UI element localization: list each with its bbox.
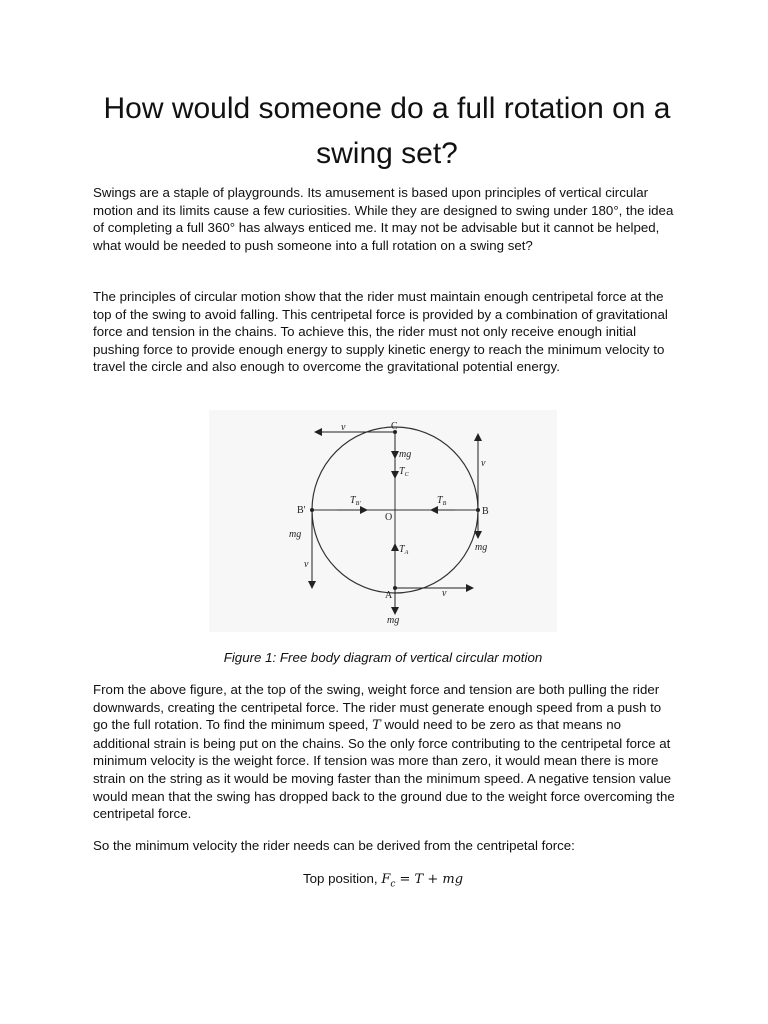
free-body-diagram [209, 410, 557, 632]
label-mg-left: mg [289, 529, 302, 540]
label-v-bottom: v [442, 588, 447, 599]
label-c: C [391, 421, 398, 432]
equation-lhs: $F_c$ [381, 872, 396, 890]
paragraph-analysis-part1: From the above figure, at the top of the swing, weight force and tension are both pulling the rider downwards, creating the centripetal force. The rider must generate enough speed from a push to go the full rotation. To find the minimum speed, [93, 682, 662, 733]
label-mg-top: mg [399, 449, 412, 460]
paragraph-principles: The principles of circular motion show that the rider must maintain enough centripetal force at the top of the swing to avoid falling. This centripetal force is provided by a combination of gravitational force and tension in the chains. To achieve this, the rider must not only receive enough initial pushing force to provide enough energy to supply kinetic energy to reach the minimum velocity to travel the circle and also enough to overcome the gravitational potential energy. [93, 289, 668, 375]
label-mg-right: mg [475, 542, 488, 553]
equation-prefix: Top position, [302, 871, 382, 886]
equation-rhs: = T + mg [395, 872, 464, 887]
label-b-left: B' [297, 505, 306, 516]
tension-variable: T [372, 718, 381, 734]
equation-top-position [93, 871, 673, 890]
paragraph-derivation: So the minimum velocity the rider needs can be derived from the centripetal force: [93, 838, 575, 853]
label-mg-bottom: mg [387, 615, 400, 626]
label-a: A [385, 590, 393, 601]
paragraph-intro: Swings are a staple of playgrounds. Its amusement is based upon principles of vertical circular motion and its limits cause a few curiosities. While they are designed to swing under 180°, the idea of completing a full 360° has always enticed me. It may not be advisable but it cannot be helped, what would be needed to push someone into a full rotation on a swing set? [93, 185, 674, 253]
page-title: How would someone do a full rotation on a swing set? [103, 92, 671, 170]
label-v-left: v [304, 559, 309, 570]
label-v-top: v [341, 422, 346, 433]
label-o: O [385, 512, 393, 523]
paragraph-analysis-part2: would need to be zero as that means no additional strain is being put on the chains. So the only force contributing to the centripetal force at minimum velocity is the weight force. If tension was more than zero, it would mean there is more strain on the string as it would be moving faster than the minimum speed. A negative tension value would mean that the swing has dropped back to the ground due to the weight force overcoming the centripetal force. [93, 717, 675, 822]
figure-caption: Figure 1: Free body diagram of vertical circular motion [223, 650, 543, 665]
paragraph-analysis [93, 681, 679, 823]
label-v-right: v [481, 458, 486, 469]
label-b-right: B [482, 506, 489, 517]
label-t-right: $T_B$ [437, 495, 447, 507]
label-t-left: $T_{B'}$ [350, 495, 361, 507]
label-t-bottom: $T_A$ [399, 544, 409, 556]
label-t-top: $T_C$ [399, 466, 409, 478]
